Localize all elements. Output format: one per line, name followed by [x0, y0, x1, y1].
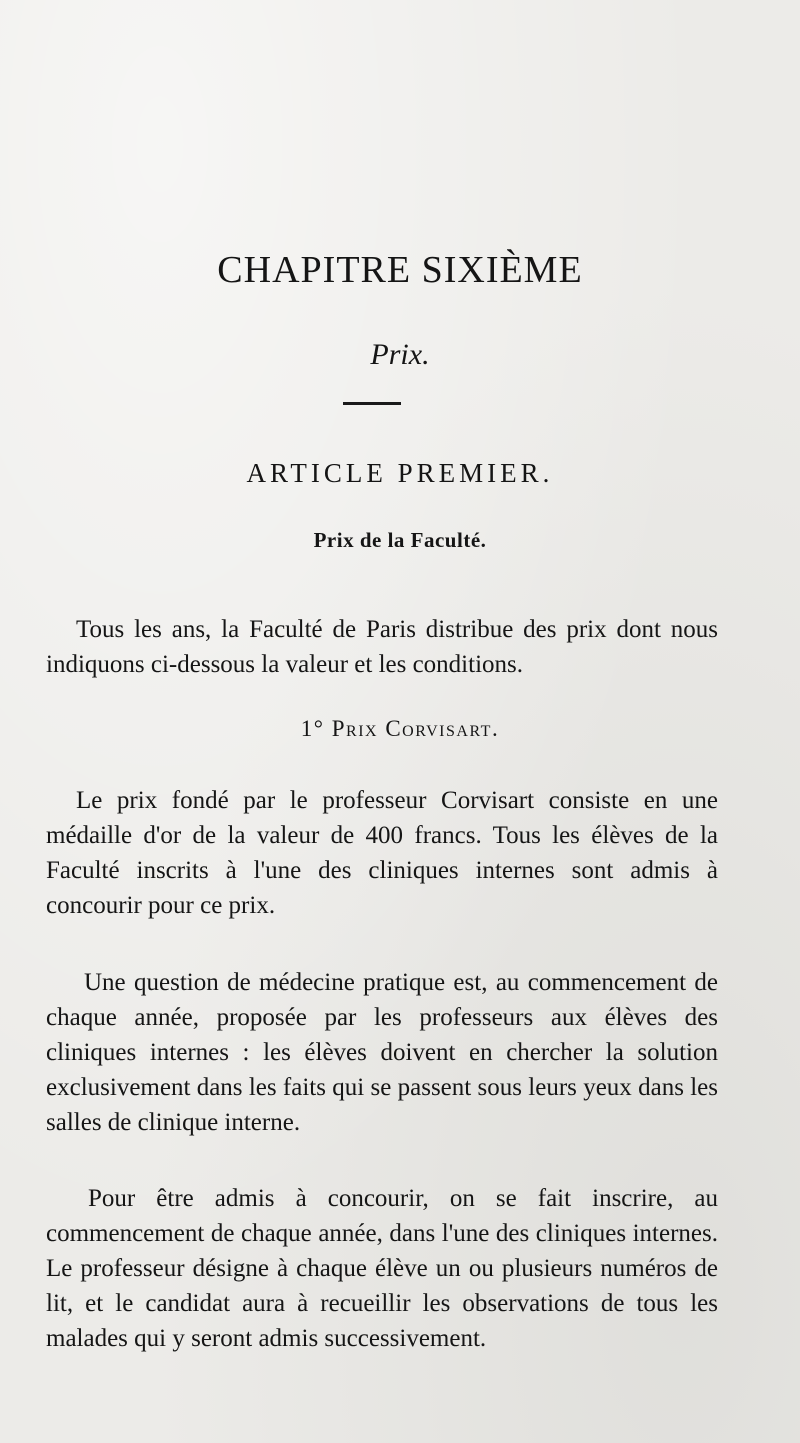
section-heading: Prix de la Faculté.	[313, 528, 487, 552]
chapter-subtitle: Prix.	[370, 338, 430, 371]
prize-paragraph-1: Le prix fondé par le professeur Corvisart consiste en une médaille d'or de la valeur de 400 francs. Tous les élèves de la Faculté inscrits à l'une des cliniques internes sont admis à concourir pour ce prix.	[46, 787, 718, 919]
article-heading: ARTICLE PREMIER.	[246, 458, 554, 488]
prize-heading: 1° Prix Corvisart.	[300, 716, 500, 741]
prize-paragraph-3: Pour être admis à concourir, on se fait inscrire, au commencement de chaque année, dans l'une des cliniques internes. Le professeur désigne à chaque élève un ou plusieurs numéros de lit, et le candidat aura à recueillir les observations de tous les malades qui y seront admis successivement.	[46, 1185, 718, 1352]
prize-paragraph-2: Une question de médecine pratique est, au commencement de chaque année, proposée par les professeurs aux élèves des cliniques internes : les élèves doivent en chercher la solution exclusivement dans les faits qui se passent sous leurs yeux dans les salles de clinique interne.	[46, 969, 718, 1136]
intro-paragraph: Tous les ans, la Faculté de Paris distribue des prix dont nous indiquons ci-dessous la valeur et les conditions.	[46, 616, 718, 678]
chapter-title: CHAPITRE SIXIÈME	[217, 249, 583, 291]
section-divider	[343, 402, 401, 405]
